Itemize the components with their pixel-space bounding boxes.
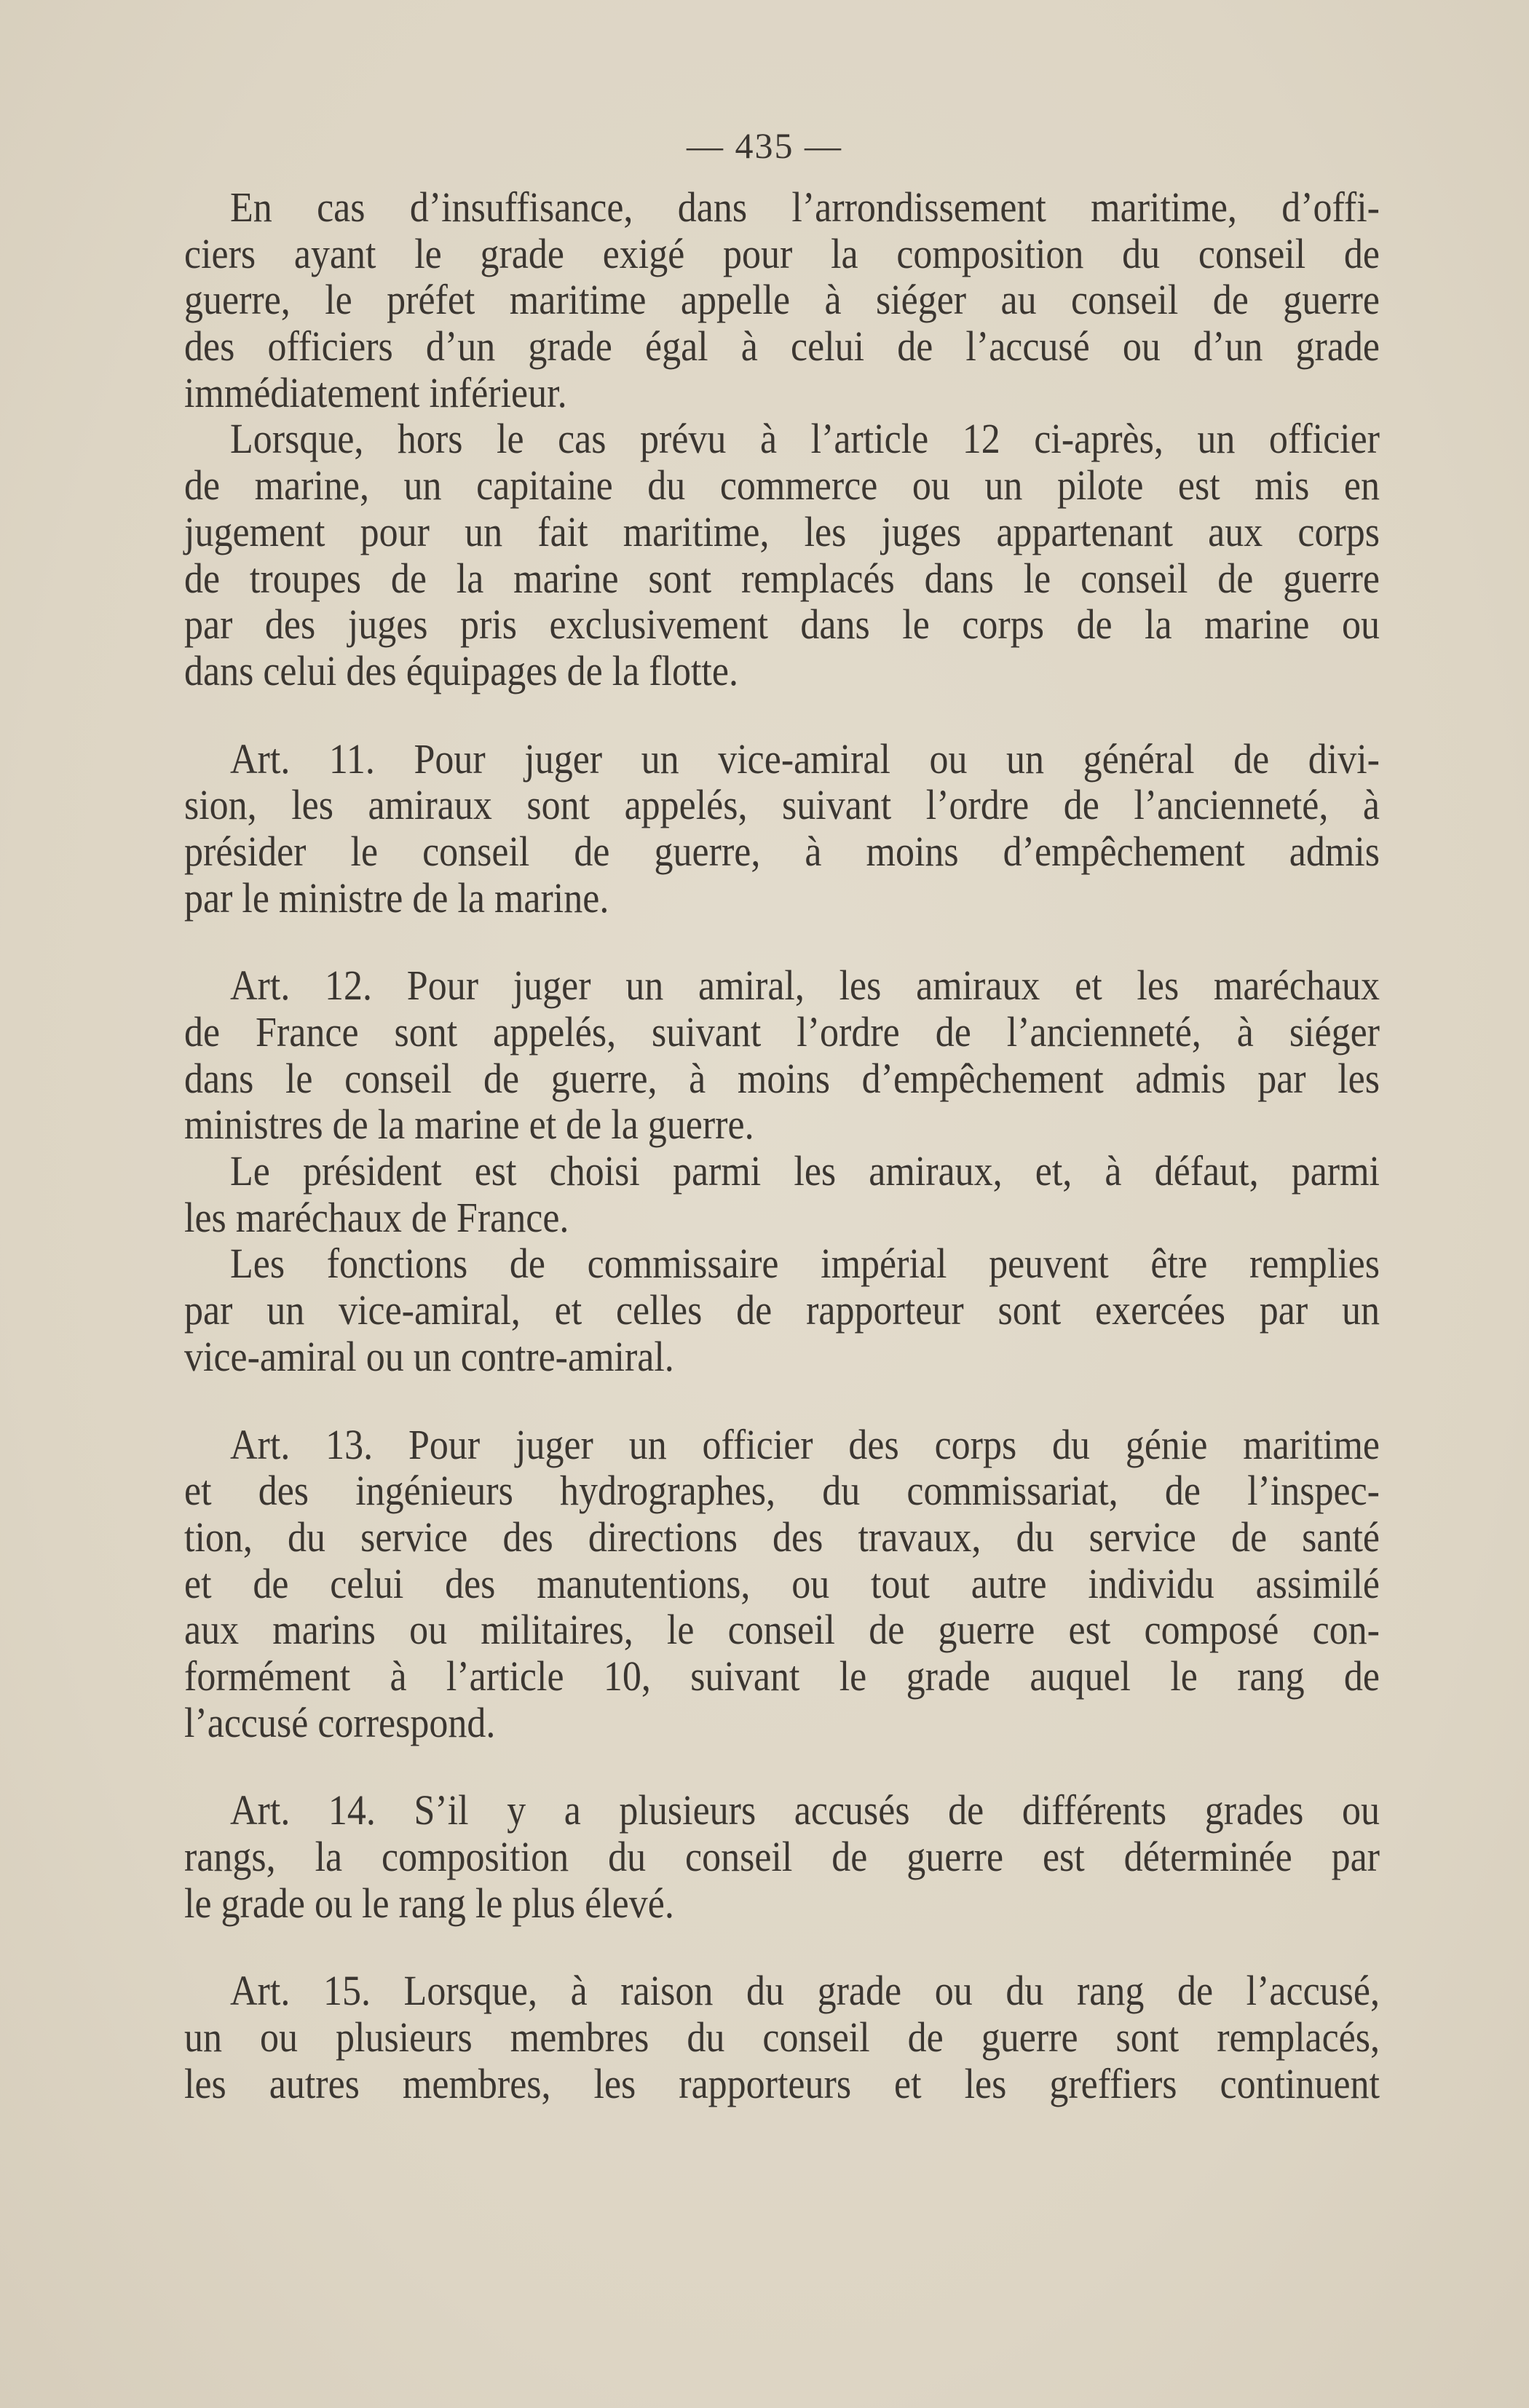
text-line: Art. 14. S’il y a plusieurs accusés de différents grades ou [230, 1788, 1380, 1834]
text-line: dans le conseil de guerre, à moins d’empêchement admis par les [184, 1056, 1380, 1103]
text-line: ciers ayant le grade exigé pour la composition du conseil de [184, 231, 1380, 278]
text-line: dans celui des équipages de la flotte. [184, 648, 738, 695]
text-line: de marine, un capitaine du commerce ou un pilote est mis en [184, 462, 1380, 510]
text-line: tion, du service des directions des travaux, du service de santé [184, 1514, 1380, 1561]
page-number: — 435 — [687, 125, 842, 166]
text-line: rangs, la composition du conseil de guerre est déterminée par [184, 1834, 1380, 1881]
text-line: et de celui des manutentions, ou tout autre individu assimilé [184, 1561, 1380, 1608]
paragraph [184, 1242, 1380, 1381]
paragraph [184, 186, 1380, 417]
paragraph [184, 1789, 1380, 1928]
paragraph [184, 964, 1380, 1149]
text-line: En cas d’insuffisance, dans l’arrondissement maritime, d’offi- [230, 184, 1380, 231]
text-line: aux marins ou militaires, le conseil de guerre est composé con- [184, 1607, 1380, 1654]
text-line: sion, les amiraux sont appelés, suivant l’ordre de l’ancienneté, à [184, 783, 1380, 829]
paragraph [184, 417, 1380, 695]
text-line: les autres membres, les rapporteurs et les greffiers continuent [184, 2061, 1380, 2108]
text-line: immédiatement inférieur. [184, 370, 567, 417]
paragraph [184, 1149, 1380, 1242]
text-line: Art. 13. Pour juger un officier des corps du génie maritime [230, 1422, 1380, 1469]
text-line: Les fonctions de commissaire impérial peuvent être remplies [230, 1241, 1380, 1288]
text-line: un ou plusieurs membres du conseil de guerre sont remplacés, [184, 2014, 1380, 2062]
text-line: par un vice-amiral, et celles de rapporteur sont exercées par un [184, 1287, 1380, 1334]
text-line: le grade ou le rang le plus élevé. [184, 1880, 674, 1928]
text-line: les maréchaux de France. [184, 1195, 569, 1242]
text-line: par des juges pris exclusivement dans le corps de la marine ou [184, 601, 1380, 649]
text-line: Art. 11. Pour juger un vice-amiral ou un général de divi- [230, 736, 1380, 783]
paragraph [184, 737, 1380, 923]
text-line: des officiers d’un grade égal à celui de l’accusé ou d’un grade [184, 323, 1380, 371]
body-text [184, 186, 1380, 2108]
text-line: présider le conseil de guerre, à moins d’empêchement admis [184, 828, 1380, 876]
text-line: vice-amiral ou un contre-amiral. [184, 1334, 674, 1381]
text-line: guerre, le préfet maritime appelle à siéger au conseil de guerre [184, 277, 1380, 324]
text-line: jugement pour un fait maritime, les juges appartenant aux corps [184, 509, 1380, 556]
text-line: Art. 15. Lorsque, à raison du grade ou du rang de l’accusé, [230, 1968, 1380, 2015]
text-line: Le président est choisi parmi les amiraux, et, à défaut, parmi [230, 1148, 1380, 1195]
text-line: Lorsque, hors le cas prévu à l’article 12 ci-après, un officier [230, 416, 1380, 464]
paragraph [184, 1423, 1380, 1748]
text-line: l’accusé correspond. [184, 1700, 496, 1747]
text-line: et des ingénieurs hydrographes, du commissariat, de l’inspec- [184, 1468, 1380, 1515]
text-line: par le ministre de la marine. [184, 875, 609, 922]
text-line: de France sont appelés, suivant l’ordre de l’ancienneté, à siéger [184, 1009, 1380, 1056]
text-line: ministres de la marine et de la guerre. [184, 1102, 754, 1149]
text-line: formément à l’article 10, suivant le grade auquel le rang de [184, 1653, 1380, 1700]
text-line: de troupes de la marine sont remplacés dans le conseil de guerre [184, 555, 1380, 603]
paragraph [184, 1969, 1380, 2108]
text-line: Art. 12. Pour juger un amiral, les amiraux et les maréchaux [230, 963, 1380, 1010]
